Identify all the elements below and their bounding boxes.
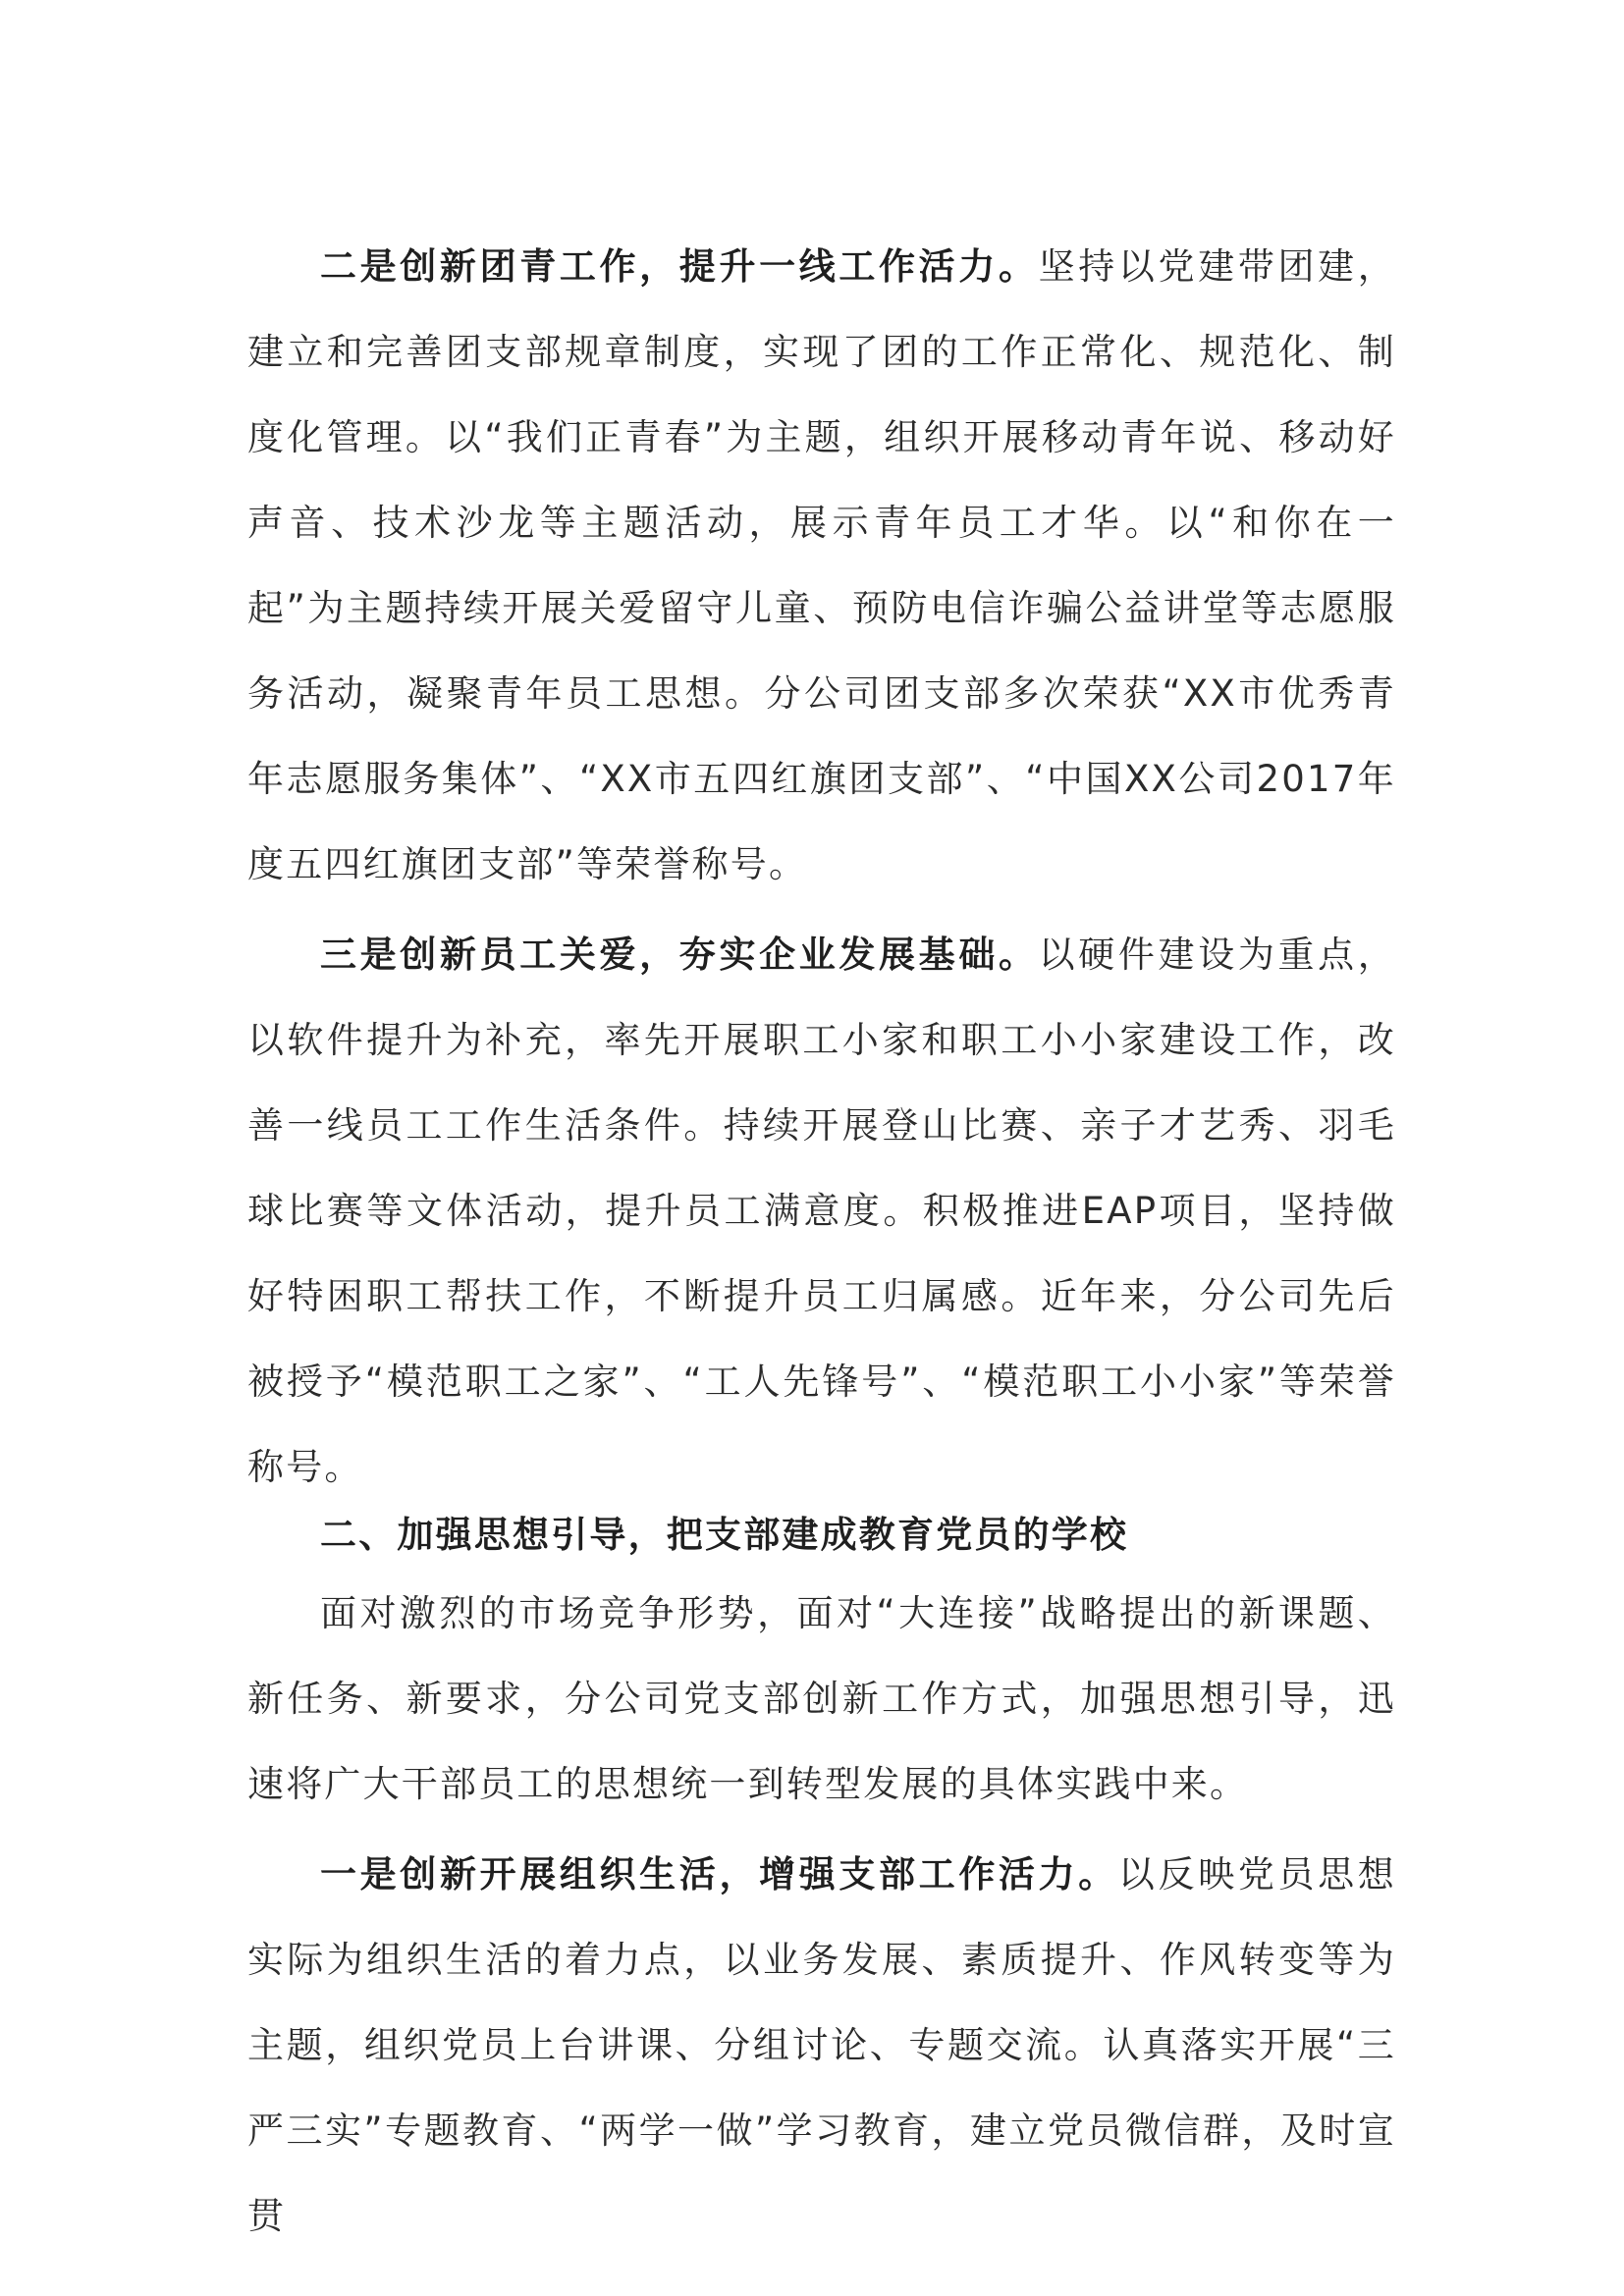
section-heading-text: 二、加强思想引导，把支部建成教育党员的学校	[320, 1514, 1129, 1556]
section-intro	[247, 1571, 1396, 1827]
section-intro-text: 面对激烈的市场竞争形势，面对“大连接”战略提出的新课题、新任务、新要求，分公司党支部创新工作方式，加强思想引导，迅速将广大干部员工的思想统一到转型发展的具体实践中来。	[247, 1592, 1396, 1805]
document-body	[247, 224, 1396, 2259]
paragraph-organization-life	[247, 1832, 1396, 2259]
paragraph-lead: 三是创新员工关爱，夯实企业发展基础。	[320, 934, 1039, 976]
section-heading	[247, 1506, 1396, 1565]
paragraph-lead: 一是创新开展组织生活，增强支部工作活力。	[320, 1853, 1118, 1896]
paragraph-text: 以反映党员思想实际为组织生活的着力点，以业务发展、素质提升、作风转变等为主题，组织党员上台讲课、分组讨论、专题交流。认真落实开展“三严三实”专题教育、“两学一做”学习教育，建立党员微信群，及时宣贯	[247, 1853, 1396, 2237]
paragraph-youth-league	[247, 224, 1396, 907]
paragraph-employee-care	[247, 912, 1396, 1510]
paragraph-text: 坚持以党建带团建，建立和完善团支部规章制度，实现了团的工作正常化、规范化、制度化管理。以“我们正青春”为主题，组织开展移动青年说、移动好声音、技术沙龙等主题活动，展示青年员工才华。以“和你在一起”为主题持续开展关爱留守儿童、预防电信诈骗公益讲堂等志愿服务活动，凝聚青年员工思想。分公司团支部多次荣获“XX市优秀青年志愿服务集体”、“XX市五四红旗团支部”、“中国XX公司2017年度五四红旗团支部”等荣誉称号。	[247, 245, 1396, 885]
paragraph-text: 以硬件建设为重点，以软件提升为补充，率先开展职工小家和职工小小家建设工作，改善一线员工工作生活条件。持续开展登山比赛、亲子才艺秀、羽毛球比赛等文体活动，提升员工满意度。积极推进EAP项目，坚持做好特困职工帮扶工作，不断提升员工归属感。近年来，分公司先后被授予“模范职工之家”、“工人先锋号”、“模范职工小小家”等荣誉称号。	[247, 934, 1396, 1488]
paragraph-lead: 二是创新团青工作，提升一线工作活力。	[320, 245, 1039, 288]
